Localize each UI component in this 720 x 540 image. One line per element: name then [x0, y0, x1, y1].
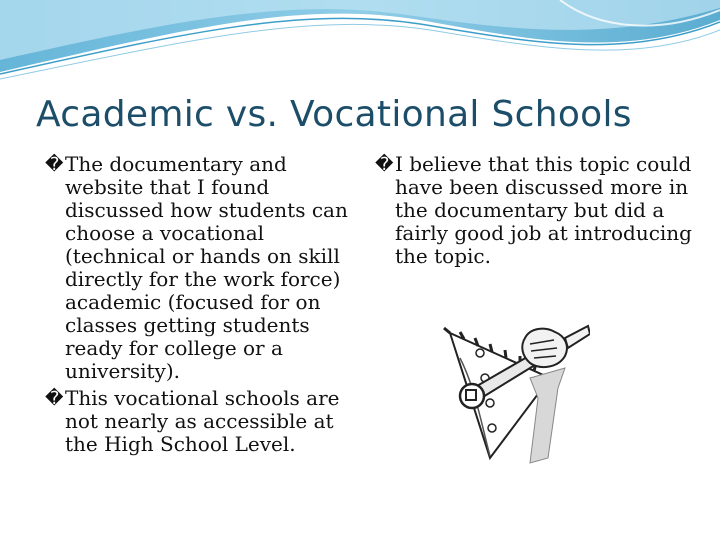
right-column [375, 153, 705, 272]
header-wave-decoration [0, 0, 720, 90]
bullet-item [45, 153, 365, 383]
bullet-marker: � [45, 154, 64, 175]
bullet-marker: � [45, 388, 64, 409]
bullet-item [45, 387, 365, 456]
bullet-item [375, 153, 705, 268]
bullet-text: The documentary and website that I found discussed how students can choose a vocational (technical or hands on skill directly for the work force) academic (focused for on classes getting students ready for college or a university). [65, 152, 348, 383]
slide-title: Academic vs. Vocational Schools [36, 94, 632, 135]
bullet-text: This vocational schools are not nearly as accessible at the High School Level. [65, 386, 340, 456]
bullet-marker: � [375, 154, 394, 175]
left-column [45, 153, 365, 460]
hand-wrench-icon [430, 318, 590, 468]
bullet-text: I believe that this topic could have been discussed more in the documentary but did a fairly good job at introducing the topic. [395, 152, 692, 268]
